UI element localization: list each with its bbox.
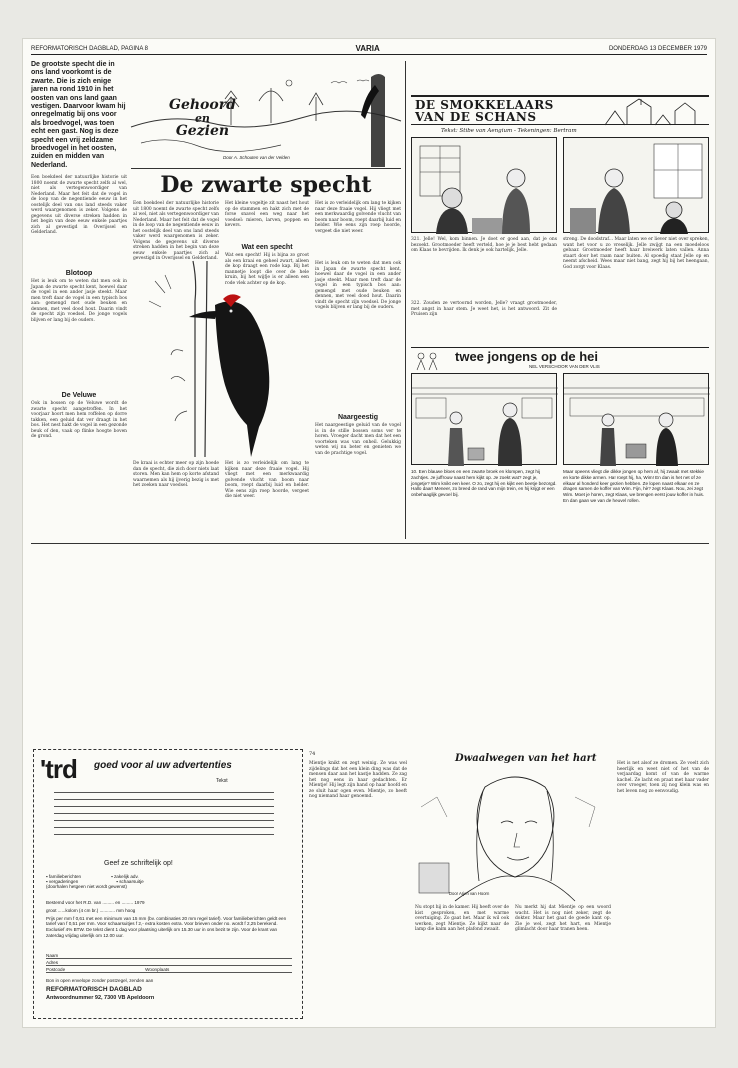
comic-twee-jongens-title: twee jongens op de hei (455, 349, 599, 364)
ad-instructions: Bon in open envelope zonder postzegel, zenden aan (46, 978, 154, 983)
woodpecker-illustration (135, 261, 307, 457)
ad-text-line-2[interactable] (54, 793, 274, 800)
comic-twee-jongens-header (411, 347, 709, 369)
ad-company-address: Antwoordnummer 92, 7300 VB Apeldoorn (46, 995, 155, 1001)
ad-postcode-field[interactable]: Postcode Woonplaats (46, 966, 292, 973)
comic-panel-11 (563, 373, 709, 465)
banner-title-line-2: en (194, 112, 210, 125)
ad-text-line-1[interactable] (54, 786, 274, 793)
article-body-col3b: Wat een specht! Hij is bijna zo groot als een kraai en geheel zwart, alleen de kop draagt een rode kap. Bij het mannetje loopt die over de hele kruin, bij het wijfje is er alleen een rode vlek achter op de kop. (225, 253, 309, 286)
nature-banner (131, 63, 401, 169)
ad-tekst-label: Tekst (216, 778, 228, 784)
article-body-col4b: Het is leuk om te weten dat men ook in Japan de zwarte specht kent, hoewel daar de vogel in een ander jasje steekt. Maar men treft daar de vogel in een typisch bos aan: gemengd met oude beuken en dennen, met veel dood hout. Daarin vindt de specht zijn voedsel. De jonge vogels blijven er lang bij de ouders. (315, 261, 401, 310)
ad-option-note: (doorhalen hetgeen niet wordt gewenst) (46, 884, 127, 889)
comic-twee-jongens-credit: NEL VERSCHOOR VAN DER VLIS (529, 364, 600, 369)
story-illustration (415, 751, 611, 901)
story-column-3 (515, 905, 611, 1021)
banner-title-line-3: Gezien (175, 123, 230, 139)
panel-10-drawing (412, 374, 558, 466)
story-text-col3: Nu merkt hij dat Mientje op een woord wacht. Het is nog niet zeker, zegt de dokter. Maar het gaat de goede kant op. Zie je wel, zegt het hart, en Mientje glimlacht door haar tranen heen. (515, 905, 611, 932)
article-body-col3: Het kleine vogeltje zit naast het hout op de stammen en hakt zich met de forse snavel een weg naar het voedsel: mieren, larven, poppen en kevers. (225, 201, 309, 228)
ad-price-info: Prijs per mm f 0,61 met een minimum van 15 mm (bv. combinaties 20 mm regel tarief). Voor familieberichten geldt een tarief van f 0,51 per mm. Voor schaarsuitjes f 2,- extra kosten extra. Voor brieven onder no. wordt f 2,25 berekend. Exclusief 4% BTW. De tekst dient 1 dag voor plaatsing uiterlijk om 15.30 uur in ons bezit te zijn. Voor de krant van zaterdag vrijdag uiterlijk om 12.00 uur. (46, 915, 287, 938)
story-text-col2: Nu stopt hij in de kamer. Hij heeft over de kist gesproken, en met warme overtuiging. Zo gaat het. Maar ik wil ook werken, zegt Mientje. Ze kijkt naar de lamp die kalm aan het plafond zwaait. (415, 905, 509, 932)
panel-321-drawing (412, 138, 558, 234)
banner-byline: Door A. Schouten van der Velden (223, 155, 290, 160)
ad-date-line[interactable]: Bestemd voor het R.D. van ......... en ......... 1979 (46, 900, 145, 905)
ad-text-line-3[interactable] (54, 800, 274, 807)
ad-address-field[interactable]: Adres (46, 959, 292, 966)
comic-panel-10-caption: 10. Een blauwe bloes en een zwarte broek en klompen, zegt hij zachtjes. Je juffrouw naast hem kijkt op. Je zoekt wat? zegt je, jongetje? Wim knikt een keer. O zo, zegt hij en kijkt een beetje bezorgd. Hallo daar! Meneer, zo breed de rand van mijn trein, en hij krijgt er een onbehaaglijk gevoel bij. (411, 469, 557, 498)
column-divider (405, 61, 406, 539)
smokkelaars-village-icon (605, 99, 705, 125)
ad-text-line-7[interactable] (54, 828, 274, 835)
article-lead: De grootste specht die in ons land voorkomt is de zwarte. Die is zich enige jaren na rond 1910 in het oosten van ons land gaan vestigen. Daarvoor kwam hij onregelmatig bij ons voor als broedvogel, was toen echt een gast. Nog is deze specht een vrij zeldzame broedvogel in het oosten, zuiden en midden van Nederland. (31, 61, 126, 169)
newspaper-page (22, 38, 716, 1028)
ad-options (46, 874, 246, 889)
ad-company-name: REFORMATORISCH DAGBLAD (46, 986, 142, 993)
article-left-column (31, 61, 127, 539)
ad-address-form (46, 952, 292, 973)
article-body-1: Een boekdeel der natuurlijke historie uit 1800 noemt de zwarte specht zelfs al wel, niet als vertegenwoordiger van Nederland. Maar het feit dat de vogel in de loop van de negentiende eeuw in het oostelijk deel van ons land steeds vaker werd waargenomen is zeker. Volgens de gegevens uit diverse streken hadden in het begin van deze eeuw enkele paartjes zich al gevestigd in Overijssel en Gelderland. (31, 175, 127, 236)
ad-option-zakelijk[interactable]: ▪ zakelijk adv. (111, 874, 139, 879)
masthead (31, 43, 707, 55)
comic-smokkelaars-credit: Tekst: Stibe van Aengium - Tekeningen: Bertram (441, 128, 577, 134)
ad-name-field[interactable]: Naam (46, 952, 292, 959)
article-body-3: Ook in bossen op de Veluwe wordt de zwarte specht aangetroffen. In het voorjaar hoort men hem roffelen op dorre takken, een geluid dat ver draagt in het bos. Het nest hakt de vogel in een gezonde beuk of den, vaak op flinke hoogte boven de grond. (31, 401, 127, 440)
comic-smokkelaars-text-321: 321. Jelle! Wel, kom binnen. Je doet er goed aan, dat je ons bezoekt. Grootmoeder heeft verteld, hoe je je best hebt gedaan om Klaas te bevrijden. Ik denk je ook hartelijk, Jelle. (411, 237, 557, 253)
story-text-col1: Mientje knikt en zegt weinig. Ze was wel zijdelings dat het een klein ding was dat de mensen daar aan het kastje hadden. Ze zag het nog eens in haar gedachten. Er Mientje! Hij legt zijn hand op haar hoofd en ze sluit haar ogen even. Mientje, zo heeft nog niemand haar genoemd. (309, 761, 407, 799)
masthead-section: VARIA (355, 44, 380, 53)
black-woodpecker-drawing (135, 261, 307, 457)
comic-twee-jongens (411, 347, 709, 539)
article-body-col3c: Het is zo verleidelijk om lang te kijken naar deze fraaie vogel. Hij vliegt met een merkwaardig golvende vlucht van boom naar boom, roept daarbij luid en helder. Wie eens zijn roep hoorde, vergeet die niet weer. (225, 461, 309, 499)
ad-headline: goed voor al uw advertenties (94, 760, 232, 771)
ad-call-to-action: Geef ze schriftelijk op! (104, 860, 173, 867)
ad-text-line-4[interactable] (54, 807, 274, 814)
comic-smokkelaars-title-line-1: DE SMOKKELAARS (415, 98, 554, 112)
ad-text-line-5[interactable] (54, 814, 274, 821)
story-column-4 (617, 761, 709, 1021)
article-headline: De zwarte specht (160, 172, 372, 198)
section-divider (31, 543, 709, 544)
story-column-1 (309, 761, 407, 1021)
ad-logo: 'trd (40, 754, 77, 784)
ad-option-vergaderingen[interactable]: ▪ vergaderingen (46, 879, 79, 884)
story-chapter-number: 74 (309, 751, 316, 757)
comic-panel-10 (411, 373, 557, 465)
story-text-col4: Het is net alsof ze dromen. Ze voelt zich heerlijk en weet niet of het van de verjaardag komt of van de warme kachel. Ze lacht en praat met haar vader over vroeger, toen zij nog klein was en het leven nog zo eenvoudig. (617, 761, 709, 794)
story-portrait-drawing (415, 767, 611, 901)
advertisement-coupon (33, 749, 303, 1019)
panel-322-drawing (564, 138, 710, 234)
comic-smokkelaars-title-line-2: VAN DE SCHANS (415, 110, 537, 124)
article-col-4 (315, 201, 401, 253)
comic-smokkelaars-header (411, 95, 709, 125)
ad-option-schaarsuitje[interactable]: ▪ schaarsuitje (116, 879, 144, 884)
subhead-wat-een-specht: Wat een specht (241, 244, 293, 251)
panel-11-drawing (564, 374, 710, 466)
banner-title (169, 99, 236, 138)
story-title: Dwaalwegen van het hart (455, 753, 597, 764)
article-body-col4c: Het naargeestige geluid van de vogel is in de stille bossen soms ver te horen. Vroeger dacht men dat het een voorteken was van onheil. Gelukkig weten wij nu beter en genieten we van de prachtige vogel. (315, 423, 401, 456)
ad-text-lines[interactable] (54, 786, 274, 856)
article-body-col2: Een boekdeel der natuurlijke historie uit 1800 noemt de zwarte specht zelfs al wel, niet als vertegenwoordiger van Nederland. Maar het feit dat de vogel in de loop van de negentiende eeuw in het oostelijk deel van ons land steeds vaker werd waargenomen is zeker. Volgens de gegevens uit diverse streken hadden in het begin van deze eeuw enkele paartjes zich al gevestigd in Overijssel en Gelderland. (133, 201, 219, 261)
masthead-date: DONDERDAG 13 DECEMBER 1979 (608, 46, 707, 52)
ad-size-line[interactable]: groot ......kolom (4 cm br.) ............ mm hoog (46, 907, 136, 913)
comic-smokkelaars (411, 95, 709, 341)
article-body-col2b: De kraai is echter meer op zijn hoede dan de specht, die zich door niets laat storen. Men kan hem op korte afstand waarnemen als hij ijverig bezig is met het zoeken naar voedsel. (133, 461, 219, 488)
ad-text-line-6[interactable] (54, 821, 274, 828)
masthead-paper-name: REFORMATORISCH DAGBLAD, PAGINA 8 (31, 46, 149, 52)
comic-panel-11-caption: Maar opeens vliegt die dikke jongen op hem af, hij zwaait met stekkie en korte dikke armen. Ha! roept hij, ha, Wim! En dan is het net of ze elkaar al honderd keer gezien hebben. Ze lopen naast elkaar en ze dragen samen de koffer van Wim. Fijn, hè? zegt Klaas. Nou, zei zegt Wim. Moet je horen, zegt Klaas, we brengen eerst jouw koffer in huis. En dan gaan we van de heuvel rollen. (563, 469, 705, 503)
ad-details (46, 900, 292, 952)
subhead-veluwe: De Veluwe (61, 392, 97, 400)
subhead-naargeestig: Naargeestig (337, 414, 379, 421)
banner-title-line-1: Gehoord (169, 97, 236, 113)
story-column-2 (415, 905, 509, 1021)
two-boys-icon (413, 350, 443, 370)
comic-panel-322 (563, 137, 709, 233)
article-body-2: Het is leuk om te weten dat men ook in Japan de zwarte specht kent, hoewel daar de vogel in een ander jasje steekt. Maar men treft daar de vogel in een typisch bos aan: gemengd met oude beuken en dennen, met veel dood hout. Daarin vindt de specht zijn voedsel. De jonge vogels blijven er lang bij de ouders. (31, 279, 127, 323)
subhead-blotoop: Blotoop (65, 270, 93, 278)
article-col-2b (133, 461, 219, 539)
comic-panel-321 (411, 137, 557, 233)
article-col-3c (225, 461, 309, 539)
article-body-col4: Het is zo verleidelijk om lang te kijken naar deze fraaie vogel. Hij vliegt met een merkwaardig golvende vlucht van boom naar boom, roept daarbij luid en helder. Wie eens zijn roep hoorde, vergeet die niet weer. (315, 201, 401, 234)
story-byline: Door Arjen van Hoorn (449, 891, 490, 896)
article-col-4b (315, 261, 401, 539)
ad-option-familieberichten[interactable]: ▪ familieberichten (46, 874, 82, 879)
comic-smokkelaars-title (415, 99, 554, 123)
comic-smokkelaars-text-right: streng. De doodstraf... Maar laten we er liever niet over spreken, want het voor u zo vreselijk. Jelle zwijgt na een moedeloos gebaar. Grootmoeder heeft haar breiwerk laten vallen. Anna staart door het raam naar buiten. Al spoedig staat Jelle op en neemt afscheid. Wees maar niet bang, zegt hij bij het heengaan, God zorgt voor Klaas. (563, 237, 709, 270)
article-col-2 (133, 201, 219, 261)
comic-smokkelaars-text-322: 322. Zouden ze vertoornd worden, Jelle? vraagt grootmoeder, met angst in haar stem. Je weet het, is het antwoord. Zit de Pruisen zijn (411, 301, 557, 317)
